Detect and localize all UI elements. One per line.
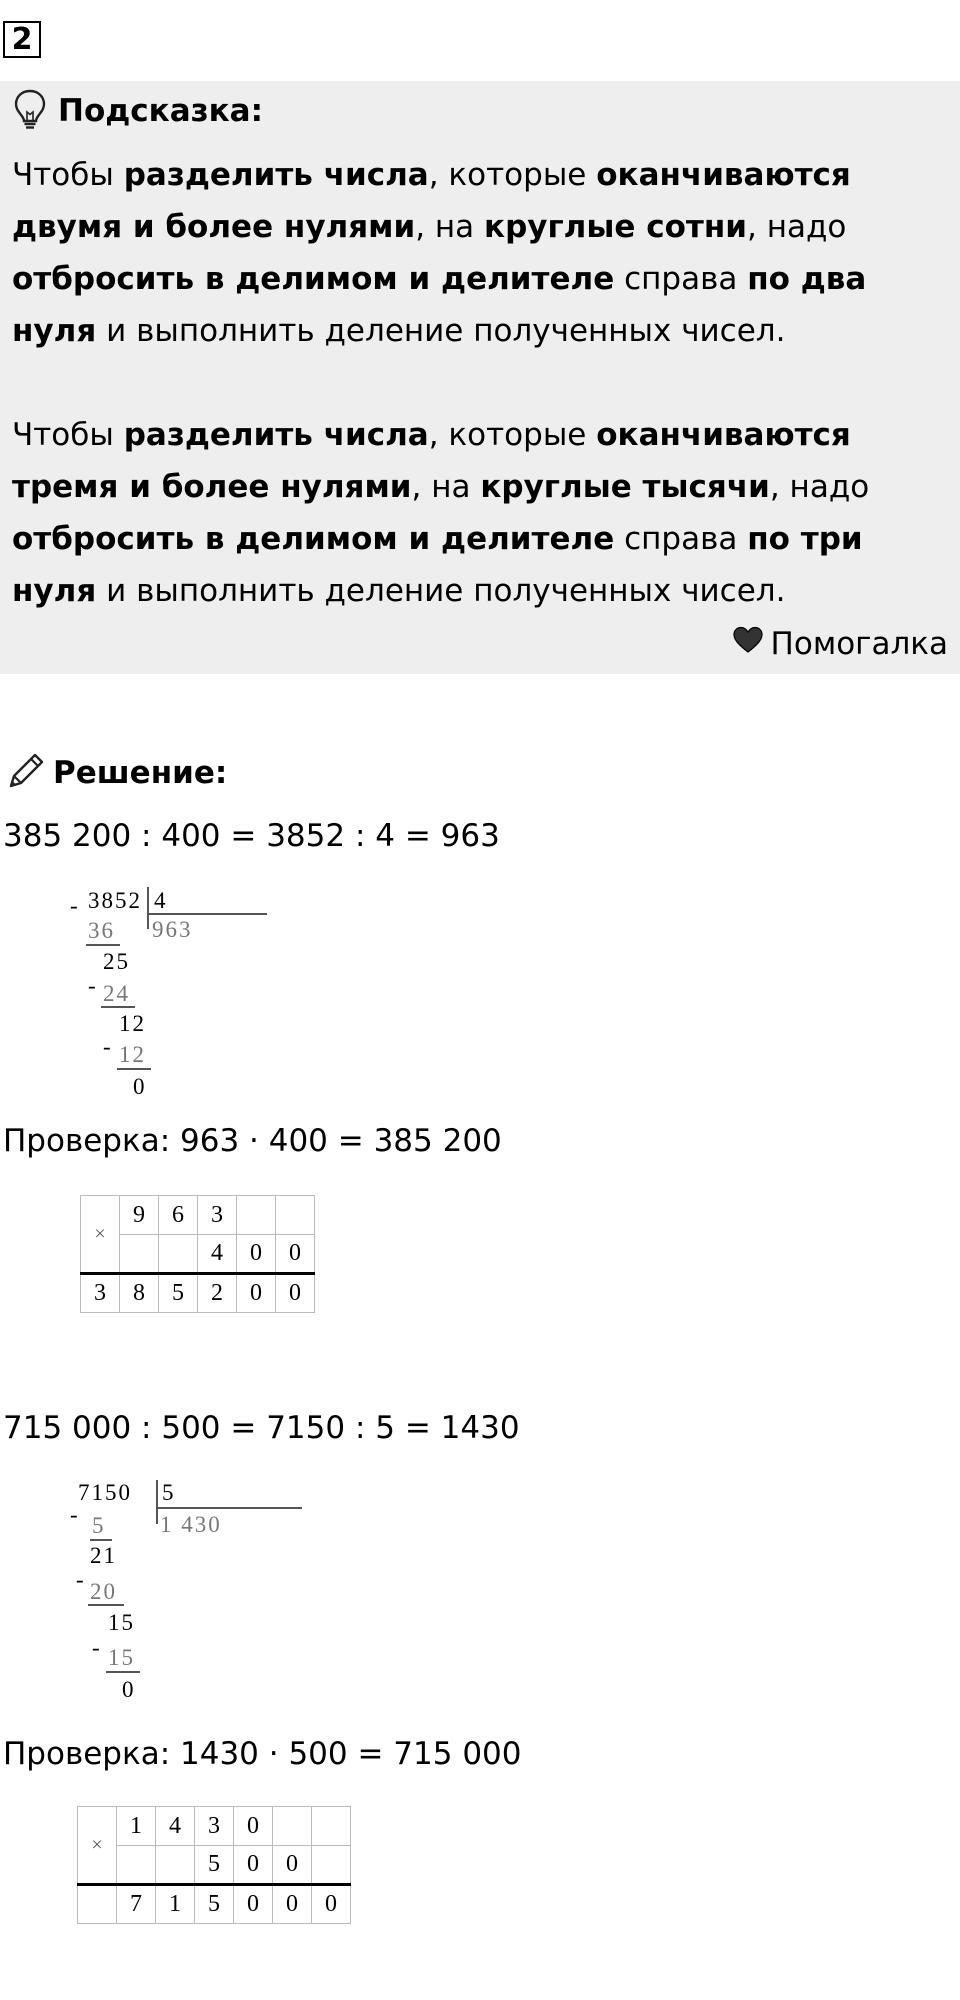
digit-cell: 0 — [273, 1846, 312, 1885]
hint-paragraph-1: Чтобы разделить числа, которые оканчиваются двумя и более нулями, на круглые сотни, надо отбросить в делимом и делителе справа по два нуля и выполнить деление полученных чисел. — [12, 157, 867, 349]
task-number: 2 — [3, 21, 41, 58]
digit-cell: 4 — [198, 1235, 237, 1274]
remainder-3: 0 — [122, 1677, 136, 1702]
pencil-icon — [5, 750, 47, 796]
digit-cell — [78, 1885, 117, 1924]
solution-header — [5, 748, 227, 798]
multiply-sign: × — [81, 1196, 120, 1274]
remainder-3: 0 — [133, 1074, 147, 1099]
bold-phrase: по два нуля — [12, 261, 867, 349]
heart-icon — [733, 626, 771, 662]
subtract-line-1 — [90, 1539, 112, 1541]
digit-cell — [117, 1846, 156, 1885]
equation-2: 715 000 : 500 = 7150 : 5 = 1430 — [3, 1410, 520, 1446]
digit-cell: 0 — [237, 1235, 276, 1274]
check-2: Проверка: 1430 · 500 = 715 000 — [3, 1736, 522, 1772]
digit-cell: 5 — [195, 1846, 234, 1885]
digit-cell — [312, 1846, 351, 1885]
minus-sign: - — [76, 1567, 86, 1592]
subtract-line-1 — [86, 944, 120, 946]
subtrahend-1: 36 — [88, 918, 115, 943]
digit-cell: 4 — [156, 1807, 195, 1846]
subtract-line-2 — [88, 1604, 124, 1606]
bold-phrase: оканчиваются двумя и более нулями — [12, 157, 851, 245]
minus-sign: - — [70, 893, 80, 918]
subtract-line-2 — [101, 1006, 135, 1008]
hint-box — [0, 81, 960, 674]
minus-sign: - — [70, 1502, 80, 1527]
digit-cell — [276, 1196, 315, 1235]
bold-phrase: разделить числа — [123, 157, 429, 193]
bold-phrase: отбросить в делимом и делителе — [12, 261, 615, 297]
multiplication-table-2 — [77, 1806, 351, 1924]
minus-sign: - — [92, 1635, 102, 1660]
digit-cell: 7 — [117, 1885, 156, 1924]
remainder-2: 15 — [108, 1610, 135, 1635]
remainder-2: 12 — [119, 1011, 146, 1036]
digit-cell: 5 — [159, 1274, 198, 1313]
hint-title: Подсказка: — [58, 93, 263, 129]
digit-cell: 1 — [117, 1807, 156, 1846]
digit-cell: 6 — [159, 1196, 198, 1235]
divisor: 4 — [154, 888, 168, 913]
digit-cell: 0 — [234, 1807, 273, 1846]
bold-phrase: круглые тысячи — [480, 469, 770, 505]
bold-phrase: оканчиваются тремя и более нулями — [12, 417, 851, 505]
digit-cell: 2 — [198, 1274, 237, 1313]
check-1: Проверка: 963 · 400 = 385 200 — [3, 1123, 502, 1159]
hint-footer — [733, 621, 948, 667]
digit-cell — [273, 1807, 312, 1846]
remainder-1: 21 — [90, 1543, 117, 1568]
digit-cell: 0 — [312, 1885, 351, 1924]
multiplication-table-1 — [80, 1195, 315, 1313]
bold-phrase: разделить числа — [123, 417, 429, 453]
solution-title: Решение: — [53, 755, 228, 791]
dividend: 7150 — [78, 1480, 132, 1505]
subtract-line-3 — [117, 1068, 151, 1070]
digit-cell: 0 — [234, 1885, 273, 1924]
multiply-sign: × — [78, 1807, 117, 1885]
subtract-line-3 — [106, 1671, 140, 1673]
remainder-1: 25 — [103, 949, 130, 974]
digit-cell — [312, 1807, 351, 1846]
divisor: 5 — [162, 1480, 176, 1505]
digit-cell: 5 — [195, 1885, 234, 1924]
long-division-1 — [70, 885, 230, 1105]
hint-footer-label: Помогалка — [770, 626, 948, 662]
equation-1: 385 200 : 400 = 3852 : 4 = 963 — [3, 818, 500, 854]
digit-cell — [156, 1846, 195, 1885]
digit-cell: 1 — [156, 1885, 195, 1924]
digit-cell: 3 — [81, 1274, 120, 1313]
quotient: 963 — [152, 917, 193, 942]
subtrahend-3: 15 — [108, 1645, 135, 1670]
digit-cell — [159, 1235, 198, 1274]
digit-cell: 0 — [234, 1846, 273, 1885]
quotient-line — [156, 1507, 302, 1509]
minus-sign: - — [103, 1034, 113, 1059]
dividend: 3852 — [88, 888, 142, 913]
quotient: 1 430 — [160, 1512, 222, 1537]
digit-cell: 0 — [237, 1274, 276, 1313]
minus-sign: - — [88, 973, 98, 998]
digit-cell: 3 — [195, 1807, 234, 1846]
digit-cell — [120, 1235, 159, 1274]
digit-cell: 3 — [198, 1196, 237, 1235]
digit-cell: 9 — [120, 1196, 159, 1235]
subtrahend-1: 5 — [92, 1513, 106, 1538]
quotient-line — [147, 913, 267, 915]
digit-cell — [237, 1196, 276, 1235]
long-division-2 — [70, 1478, 250, 1718]
subtrahend-3: 12 — [119, 1042, 146, 1067]
subtrahend-2: 20 — [90, 1579, 117, 1604]
digit-cell: 0 — [276, 1274, 315, 1313]
hint-paragraph-2: Чтобы разделить числа, которые оканчиваются тремя и более нулями, на круглые тысячи, надо отбросить в делимом и делителе справа по три нуля и выполнить деление полученных чисел. — [12, 417, 870, 609]
lightbulb-icon — [12, 88, 48, 134]
hint-header — [12, 87, 263, 135]
bold-phrase: круглые сотни — [484, 209, 748, 245]
digit-cell: 8 — [120, 1274, 159, 1313]
division-bar — [147, 887, 149, 929]
digit-cell: 0 — [276, 1235, 315, 1274]
subtrahend-2: 24 — [103, 981, 130, 1006]
bold-phrase: по три нуля — [12, 521, 863, 609]
bold-phrase: отбросить в делимом и делителе — [12, 521, 615, 557]
digit-cell: 0 — [273, 1885, 312, 1924]
division-bar — [156, 1480, 158, 1524]
